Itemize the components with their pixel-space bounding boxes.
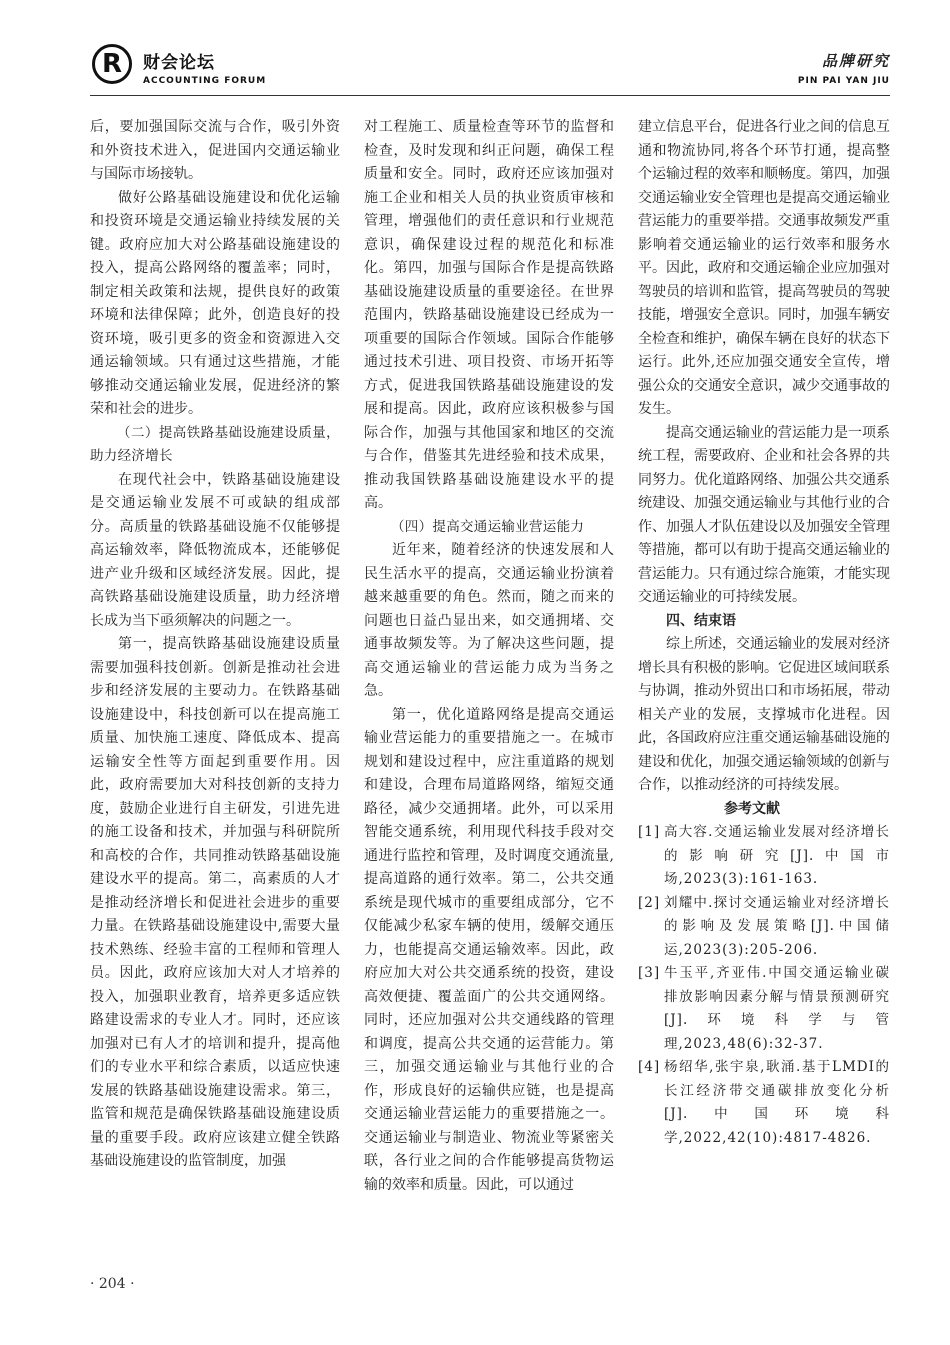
journal-title-en: ACCOUNTING FORUM: [143, 76, 267, 86]
reference-text: 刘耀中.探讨交通运输业对经济增长的影响及发展策略[J].中国储运,2023(3):205-206.: [664, 894, 890, 958]
paragraph: 近年来，随着经济的快速发展和人民生活水平的提高，交通运输业扮演着越来越重要的角色。然而，随之而来的问题也日益凸显出来，如交通拥堵、交通事故频发等。为了解决这些问题，提高交通运输业的营运能力成为当务之急。: [364, 542, 614, 699]
registered-logo-icon: R: [92, 44, 132, 84]
column-right: [638, 116, 890, 1150]
paragraph: 综上所述，交通运输业的发展对经济增长具有积极的影响。它促进区域间联系与协调，推动外贸出口和市场拓展，带动相关产业的发展，支撑城市化进程。因此，各国政府应注重交通运输基础设施的建设和优化，加强交通运输领域的创新与合作，以推动经济的可持续发展。: [638, 636, 890, 793]
reference-item: [638, 892, 890, 963]
journal-title-cn: 财会论坛: [143, 53, 215, 73]
paragraph: 提高交通运输业的营运能力是一项系统工程，需要政府、企业和社会各界的共同努力。优化道路网络、加强公共交通系统建设、加强交通运输业与其他行业的合作、加强人才队伍建设以及加强安全管理等措施，都可以有助于提高交通运输业的营运能力。只有通过综合施策，才能实现交通运输业的可持续发展。: [638, 424, 890, 605]
paragraph: 在现代社会中，铁路基础设施建设是交通运输业发展不可或缺的组成部分。高质量的铁路基础设施不仅能够提高运输效率，降低物流成本，还能够促进产业升级和区域经济发展。因此，提高铁路基础设施建设质量，助力经济增长成为当下亟须解决的问题之一。: [90, 471, 340, 629]
reference-text: 杨绍华,张宇泉,耿涌.基于LMDI的长江经济带交通碳排放变化分析[J].中国环境科学,2022,42(10):4817-4826.: [664, 1059, 890, 1146]
section-title-en: PIN PAI YAN JIU: [797, 76, 890, 86]
references-title: 参考文献: [724, 800, 780, 817]
column-middle: [364, 116, 614, 1197]
paragraph: 建立信息平台，促进各行业之间的信息互通和物流协同,将各个环节打通，提高整个运输过程的效率和顺畅度。第四，加强交通运输业安全管理也是提高交通运输业营运能力的重要举措。交通事故频发严重影响着交通运输业的运行效率和服务水平。因此，政府和交通运输企业应加强对驾驶员的培训和监管，提高驾驶员的驾驶技能，增强安全意识。同时，加强车辆安全检查和维护，确保车辆在良好的状态下运行。此外,还应加强交通安全宣传，增强公众的交通安全意识，减少交通事故的发生。: [638, 119, 890, 417]
column-left: [90, 116, 340, 1174]
header-rule: [90, 95, 890, 96]
reference-number: [4]: [638, 1059, 661, 1075]
reference-item: [638, 821, 890, 892]
reference-number: [2]: [638, 894, 661, 911]
paragraph: 做好公路基础设施建设和优化运输和投资环境是交通运输业持续发展的关键。政府应加大对公路基础设施建设的投入，提高公路网络的覆盖率；同时，制定相关政策和法规，提供良好的政策环境和法律保障；此外，创造良好的投资环境，吸引更多的资金和资源进入交通运输领域。只有通过这些措施，才能够推动交通运输业发展，促进经济的繁荣和社会的进步。: [90, 189, 340, 417]
page-header: [0, 0, 950, 100]
reference-number: [3]: [638, 965, 661, 981]
paragraph: 后，要加强国际交流与合作，吸引外资和外资技术进入，促进国内交通运输业与国际市场接轨。: [90, 119, 340, 182]
reference-text: 高大容.交通运输业发展对经济增长的影响研究[J].中国市场,2023(3):161-163.: [664, 824, 890, 887]
subsection-heading: （四）提高交通运输业营运能力: [391, 518, 585, 535]
reference-item: [638, 1056, 890, 1150]
paragraph: 第一，提高铁路基础设施建设质量需要加强科技创新。创新是推动社会进步和经济发展的主要动力。在铁路基础设施建设中，科技创新可以在提高施工质量、加快施工速度、降低成本、提高运输安全性等方面起到重要作用。因此，政府需要加大对科技创新的支持力度，鼓励企业进行自主研发，引进先进的施工设备和技术，并加强与科研院所和高校的合作，共同推动铁路基础设施建设水平的提高。第二，高素质的人才是推动经济增长和促进社会进步的重要力量。在铁路基础设施建设中,需要大量技术熟练、经验丰富的工程师和管理人员。因此，政府应该加大对人才培养的投入，加强职业教育，培养更多适应铁路建设需求的专业人才。同时，还应该加强对已有人才的培训和提升，提高他们的专业水平和综合素质，以适应快速发展的铁路基础设施建设需求。第三，监管和规范是确保铁路基础设施建设质量的重要手段。政府应该建立健全铁路基础设施建设的监管制度，加强: [90, 636, 340, 1169]
section-title-cn: 品牌研究: [821, 52, 890, 70]
section-heading: 四、结束语: [666, 612, 736, 629]
paragraph: 对工程施工、质量检查等环节的监督和检查，及时发现和纠正问题，确保工程质量和安全。同时，政府还应该加强对施工企业和相关人员的执业资质审核和管理，增强他们的责任意识和行业规范意识，确保建设过程的规范化和标准化。第四，加强与国际合作是提高铁路基础设施建设质量的重要途径。在世界范围内，铁路基础设施建设已经成为一项重要的国际合作领域。国际合作能够通过技术引进、项目投资、市场开拓等方式，促进我国铁路基础设施建设的发展和提高。因此，政府应该积极参与国际合作，加强与其他国家和地区的交流与合作，借鉴其先进经验和技术成果，推动我国铁路基础设施建设水平的提高。: [364, 119, 614, 511]
subsection-heading: （二）提高铁路基础设施建设质量，助力经济增长: [90, 424, 340, 464]
paragraph: 第一，优化道路网络是提高交通运输业营运能力的重要措施之一。在城市规划和建设过程中，应注重道路的规划和建设，合理布局道路网络，缩短交通路径，减少交通拥堵。此外，可以采用智能交通系统，利用现代科技手段对交通进行监控和管理，及时调度交通流量,提高道路的通行效率。第二，公共交通系统是现代城市的重要组成部分，它不仅能减少私家车辆的使用，缓解交通压力，也能提高交通运输效率。因此，政府应加大对公共交通系统的投资，建设高效便捷、覆盖面广的公共交通网络。同时，还应加强对公共交通线路的管理和调度，提高公共交通的运营能力。第三，加强交通运输业与其他行业的合作，形成良好的运输供应链，也是提高交通运输业营运能力的重要措施之一。交通运输业与制造业、物流业等紧密关联，各行业之间的合作能够提高货物运输的效率和质量。因此，可以通过: [364, 706, 614, 1193]
reference-item: [638, 962, 890, 1056]
page-number: · 204 ·: [90, 1276, 135, 1292]
reference-text: 牛玉平,齐亚伟.中国交通运输业碳排放影响因素分解与情景预测研究[J].环境科学与管理,2023,48(6):32-37.: [664, 965, 890, 1052]
reference-number: [1]: [638, 824, 661, 840]
